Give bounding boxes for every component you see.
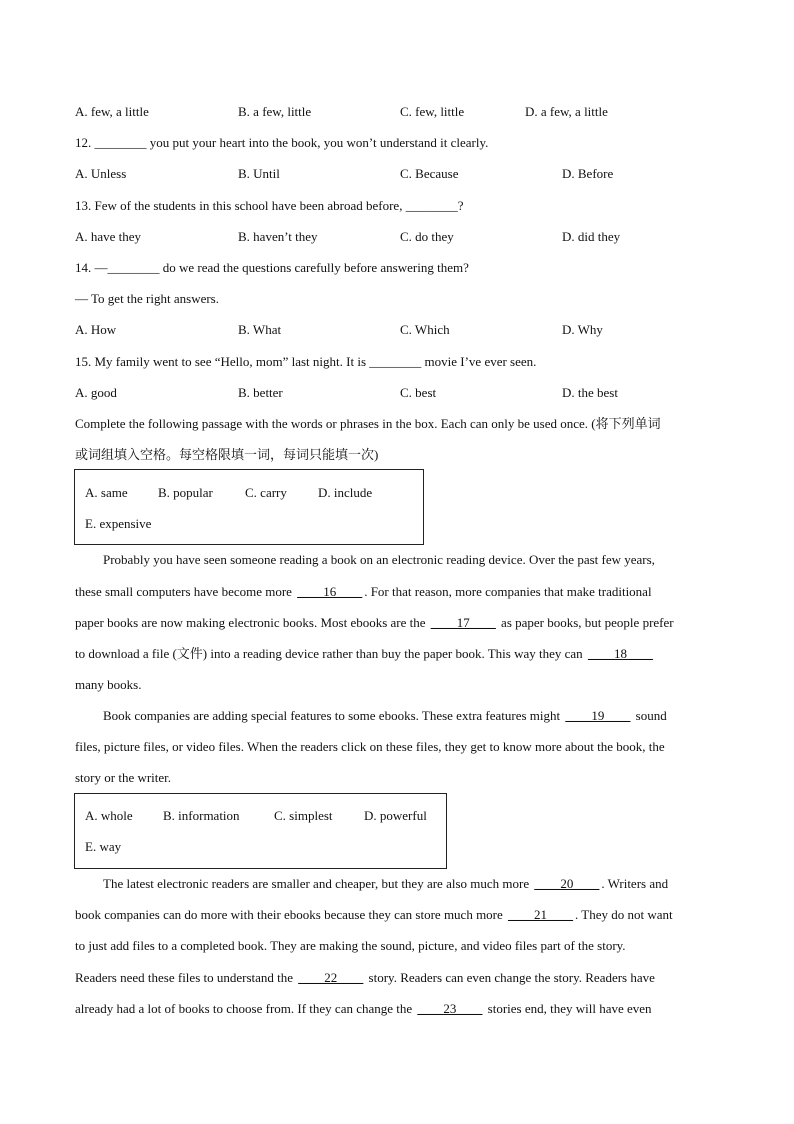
q12-option-d: D. Before	[562, 166, 614, 181]
box1-word-e: E. expensive	[85, 516, 152, 531]
q13-option-d: D. did they	[562, 229, 621, 244]
q11-option-c: C. few, little	[400, 104, 465, 119]
blank-22[interactable]: ____22____	[298, 970, 364, 985]
q14-option-c: C. Which	[400, 322, 450, 337]
q11-option-a: A. few, a little	[75, 104, 149, 119]
box1-word-a: A. same	[85, 485, 128, 500]
box1-word-d: D. include	[318, 485, 373, 500]
q13-option-a: A. have they	[75, 229, 142, 244]
box1-word-b: B. popular	[158, 485, 213, 500]
blank-17[interactable]: ____17____	[430, 615, 496, 630]
box2-word-b: B. information	[163, 808, 240, 823]
blank-23[interactable]: ____23____	[417, 1001, 483, 1016]
question-14-stem: 14. —________ do we read the questions carefully before answering them?	[75, 260, 469, 275]
q13-option-b: B. haven’t they	[238, 229, 318, 244]
blank-16[interactable]: ____16____	[297, 584, 363, 599]
blank-20[interactable]: ____20____	[534, 876, 600, 891]
q12-option-a: A. Unless	[75, 166, 127, 181]
box2-word-c: C. simplest	[274, 808, 333, 823]
q11-option-d: D. a few, a little	[525, 104, 608, 119]
box2-word-e: E. way	[85, 839, 122, 854]
box1-word-c: C. carry	[245, 485, 287, 500]
q15-blank: ________	[369, 354, 422, 369]
q13-option-c: C. do they	[400, 229, 454, 244]
word-box-1	[74, 469, 424, 545]
question-15-stem: 15. My family went to see “Hello, mom” last night. It is ________ movie I’ve ever seen.	[75, 354, 537, 369]
q15-option-d: D. the best	[562, 385, 618, 400]
q14-option-d: D. Why	[562, 322, 603, 337]
q15-option-b: B. better	[238, 385, 283, 400]
q15-option-c: C. best	[400, 385, 437, 400]
box2-word-d: D. powerful	[364, 808, 427, 823]
box2-word-a: A. whole	[85, 808, 133, 823]
question-14-reply: — To get the right answers.	[75, 291, 219, 306]
q12-option-c: C. Because	[400, 166, 459, 181]
blank-21[interactable]: ____21____	[508, 907, 574, 922]
q11-option-b: B. a few, little	[238, 104, 312, 119]
question-12-stem: 12. ________ you put your heart into the book, you won’t understand it clearly.	[75, 135, 489, 150]
blank-19[interactable]: ____19____	[565, 708, 631, 723]
q12-option-b: B. Until	[238, 166, 280, 181]
blank-18[interactable]: ____18____	[587, 646, 653, 661]
section-instruction-line-2: 或词组填入空格。每空格限填一词，每词只能填一次)	[75, 447, 379, 462]
word-box-2	[74, 793, 447, 869]
question-13-stem: 13. Few of the students in this school have been abroad before, ________?	[75, 198, 464, 213]
section-instruction-line-1: Complete the following passage with the words or phrases in the box. Each can only be used once. (将下列单词	[75, 416, 661, 431]
q14-option-b: B. What	[238, 322, 282, 337]
q15-option-a: A. good	[75, 385, 117, 400]
q14-option-a: A. How	[75, 322, 117, 337]
